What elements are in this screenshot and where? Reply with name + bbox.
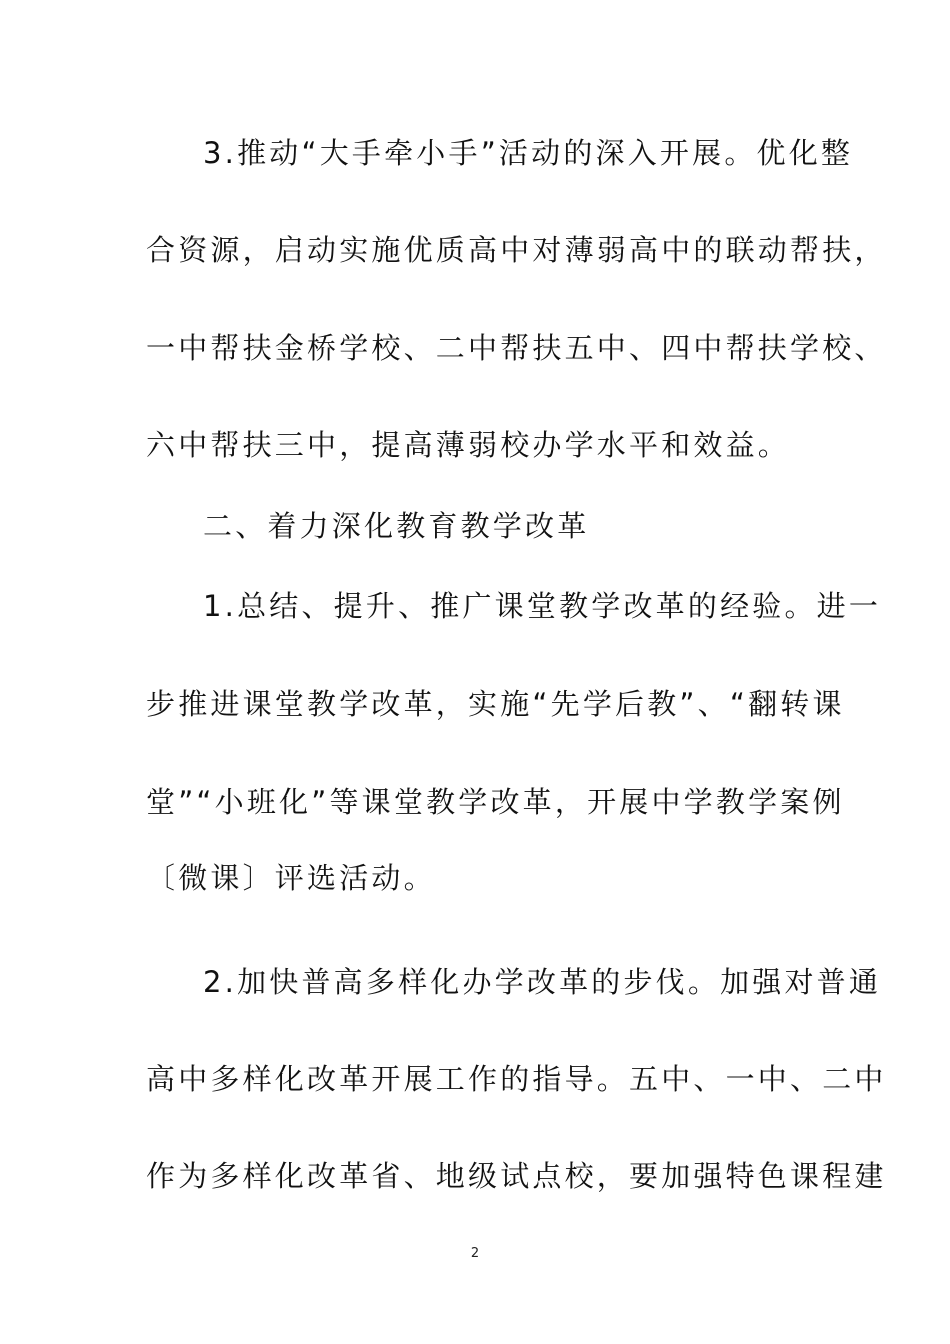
paragraph-line: 步推进课堂教学改革，实施“先学后教”、“翻转课 xyxy=(146,687,845,721)
paragraph-line: 作为多样化改革省、地级试点校，要加强特色课程建 xyxy=(146,1159,887,1193)
paragraph-line: 3.推动“大手牵小手”活动的深入开展。优化整 xyxy=(203,136,854,170)
page-number: 2 xyxy=(470,1246,480,1261)
paragraph-line: 堂”“小班化”等课堂教学改革，开展中学教学案例 xyxy=(146,785,845,819)
paragraph-line: 六中帮扶三中，提高薄弱校办学水平和效益。 xyxy=(146,428,791,462)
paragraph-line: 合资源，启动实施优质高中对薄弱高中的联动帮扶， xyxy=(146,233,887,267)
paragraph-line: 〔微课〕评选活动。 xyxy=(146,861,436,895)
paragraph-line: 1.总结、提升、推广课堂教学改革的经验。进一 xyxy=(203,589,882,623)
paragraph-line: 一中帮扶金桥学校、二中帮扶五中、四中帮扶学校、 xyxy=(146,331,887,365)
paragraph-line: 高中多样化改革开展工作的指导。五中、一中、二中 xyxy=(146,1062,887,1096)
paragraph-line: 2.加快普高多样化办学改革的步伐。加强对普通 xyxy=(203,965,882,999)
section-heading: 二、着力深化教育教学改革 xyxy=(203,509,590,543)
